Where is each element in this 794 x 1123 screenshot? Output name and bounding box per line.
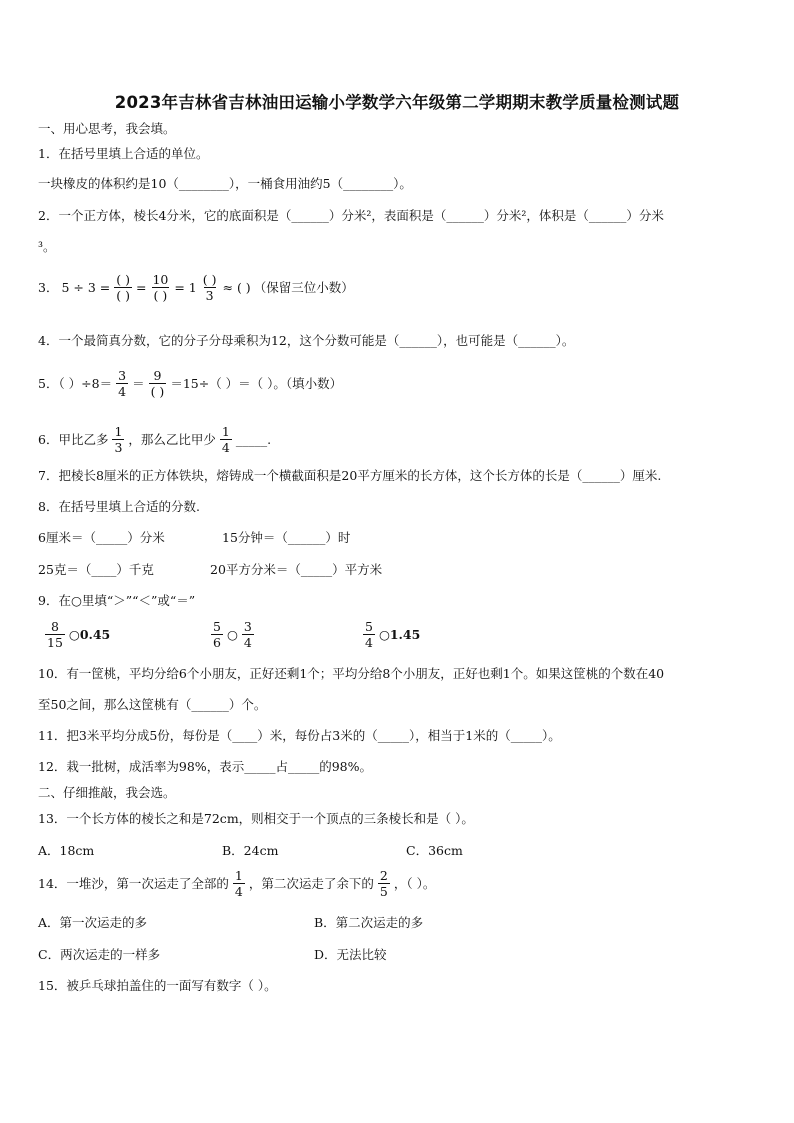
section-2-heading: 二、仔细推敲，我会选。: [38, 785, 176, 800]
q9-a-rest: ○0.45: [68, 626, 111, 642]
q6-start: 6．甲比乙多: [38, 431, 109, 447]
question-4: 4．一个最简真分数，它的分子分母乘积为12，这个分数可能是（______），也可能是（______）。: [38, 333, 575, 348]
q5-f1-num: 3: [118, 368, 127, 383]
section-1-heading: 一、用心思考，我会填。: [38, 121, 176, 136]
q3-f1-den: ( ): [116, 288, 130, 303]
q3-eq-one: = 1: [174, 279, 197, 295]
q9-c-den: 4: [365, 635, 373, 650]
q5-f2-num: 9: [153, 368, 162, 383]
q6-end: _____.: [235, 431, 272, 447]
q14-fraction-2: [378, 868, 390, 899]
q3-f2-num: 10: [152, 272, 169, 287]
q3-note: （保留三位小数）: [253, 279, 354, 295]
q9-b-num1: 5: [213, 619, 221, 634]
q9-item-b: [210, 619, 255, 650]
q3-f2-den: ( ): [153, 288, 168, 303]
q3-fraction-3: [201, 272, 219, 303]
q9-a-den: 15: [47, 635, 63, 650]
question-15: 15．被乒乓球拍盖住的一面写有数字（ ）。: [38, 978, 277, 993]
q13-option-a: A．18cm: [38, 843, 95, 858]
q3-f3-den: 3: [205, 288, 214, 303]
q9-item-c: [362, 619, 420, 650]
question-6: [38, 424, 271, 455]
question-13: 13．一个长方体的棱长之和是72cm，则相交于一个顶点的三条棱长和是（ ）。: [38, 811, 474, 826]
q5-f1-den: 4: [118, 384, 127, 399]
q9-c-num: 5: [365, 619, 373, 634]
question-10-cont: 至50之间，那么这筐桃有（______）个。: [38, 697, 267, 712]
question-12: 12．栽一批树，成活率为98%，表示_____占_____的98%。: [38, 759, 372, 774]
q8-row1-a: 6厘米＝（_____）分米: [38, 530, 165, 545]
q8-row1-b: 15分钟＝（______）时: [222, 530, 351, 545]
q14-f1-num: 1: [234, 868, 243, 883]
q3-eq: =: [135, 279, 147, 295]
q14-option-a: A．第一次运走的多: [38, 915, 148, 930]
q6-fraction-2: [220, 424, 232, 455]
q14-option-d: D．无法比较: [314, 947, 387, 962]
q5-fraction-1: [116, 368, 128, 399]
q6-mid: ，那么乙比甲少: [128, 431, 216, 447]
q6-f1-den: 3: [114, 440, 123, 455]
question-2: 2．一个正方体，棱长4分米，它的底面积是（______）分米²，表面积是（______）分米²，体积是（______）分米: [38, 208, 664, 223]
q5-fraction-2: [149, 368, 167, 399]
q5-f2-den: ( ): [150, 384, 165, 399]
q14-f2-num: 2: [379, 868, 388, 883]
q9-item-a: [44, 619, 110, 650]
question-5: [38, 368, 342, 399]
q3-approx: ≈ ( ): [222, 279, 251, 295]
q6-f2-num: 1: [221, 424, 230, 439]
q3-fraction-1: [114, 272, 132, 303]
q14-end: ，（ ）。: [393, 875, 436, 891]
q14-start: 14．一堆沙，第一次运走了全部的: [38, 875, 229, 891]
question-10: 10．有一筐桃，平均分给6个小朋友，正好还剩1个；平均分给8个小朋友，正好也剩1个。如果这筐桃的个数在40: [38, 666, 665, 681]
q9-b-den2: 4: [243, 635, 252, 650]
q13-option-b: B．24cm: [222, 843, 279, 858]
q14-mid: ，第二次运走了余下的: [248, 875, 374, 891]
question-1: 1．在括号里填上合适的单位。: [38, 146, 209, 161]
q5-rest: ＝15÷（ ）＝（ ）。（填小数）: [170, 375, 343, 391]
question-9: 9．在○里填“＞”“＜”或“＝”: [38, 593, 196, 608]
q14-option-b: B．第二次运走的多: [314, 915, 424, 930]
question-8: 8．在括号里填上合适的分数.: [38, 499, 200, 514]
q3-fraction-2: [150, 272, 170, 303]
q3-expr: 5 ÷ 3 =: [61, 279, 111, 295]
q9-b-den1: 6: [213, 635, 221, 650]
q14-fraction-1: [233, 868, 245, 899]
q9-b-fraction-2: [242, 619, 254, 650]
q9-b-circle: ○: [226, 626, 238, 642]
q14-f2-den: 5: [379, 884, 388, 899]
question-11: 11．把3米平均分成5份，每份是（____）米，每份占3米的（_____），相当于1米的（_____）。: [38, 728, 561, 743]
q9-a-fraction: [45, 619, 65, 650]
q9-b-fraction-1: [211, 619, 223, 650]
q5-start: 5．（ ）÷8＝: [38, 375, 113, 391]
q6-f2-den: 4: [221, 440, 230, 455]
q5-eq: ＝: [132, 375, 145, 391]
q6-f1-num: 1: [114, 424, 123, 439]
question-1-line: 一块橡皮的体积约是10（________），一桶食用油约5（________）。: [38, 176, 412, 191]
q9-c-rest: ○1.45: [378, 626, 421, 642]
q6-fraction-1: [112, 424, 124, 455]
q3-number: 3．: [38, 279, 59, 295]
q8-row2-b: 20平方分米＝（_____）平方米: [210, 562, 383, 577]
q14-f1-den: 4: [234, 884, 243, 899]
q3-f3-num: ( ): [202, 272, 217, 287]
q13-option-c: C．36cm: [406, 843, 463, 858]
question-2-cont: ³。: [38, 239, 56, 254]
question-14: [38, 868, 435, 899]
q14-option-c: C．两次运走的一样多: [38, 947, 161, 962]
q8-row2-a: 25克＝（____）千克: [38, 562, 154, 577]
q9-b-num2: 3: [243, 619, 252, 634]
q9-c-fraction: [363, 619, 375, 650]
question-7: 7．把棱长8厘米的正方体铁块，熔铸成一个横截面积是20平方厘米的长方体，这个长方体的长是（______）厘米.: [38, 468, 662, 483]
q9-a-num: 8: [50, 619, 59, 634]
page-title: 2023年吉林省吉林油田运输小学数学六年级第二学期期末教学质量检测试题: [114, 93, 680, 112]
q3-f1-num: ( ): [116, 272, 130, 287]
question-3: [38, 272, 354, 303]
